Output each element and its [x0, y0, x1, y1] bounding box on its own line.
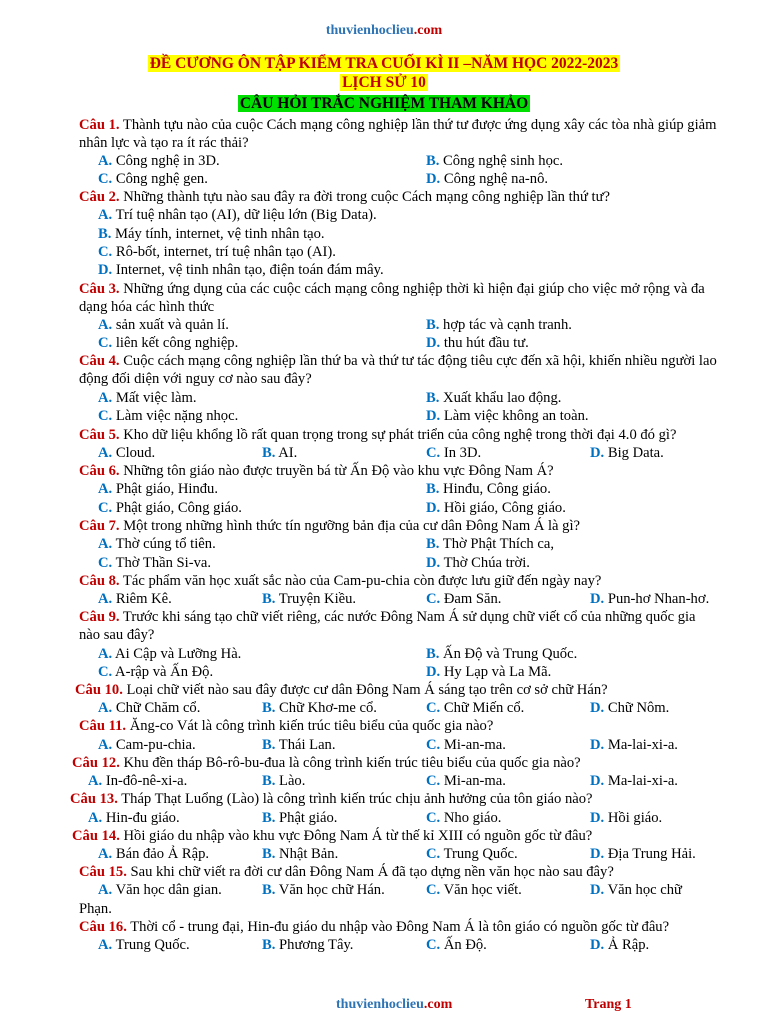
question-stem — [79, 608, 719, 645]
question-label: Câu 4. — [79, 353, 120, 369]
option-text: Trí tuệ nhân tạo (AI), dữ liệu lớn (Big Data). — [112, 207, 377, 223]
option-text: Hồi giáo, Công giáo. — [440, 500, 566, 516]
answer-option — [98, 243, 336, 261]
question-stem — [79, 116, 719, 153]
answer-option — [426, 480, 551, 498]
question-text: Sau khi chữ viết ra đời cư dân Đông Nam Á đã tạo dựng nền văn học nào sau đây? — [126, 864, 614, 880]
answer-option — [590, 936, 649, 954]
answer-option — [262, 809, 337, 827]
option-text: Trung Quốc. — [440, 846, 518, 862]
option-text: Hin-đu giáo. — [102, 810, 180, 826]
answer-option — [98, 554, 211, 572]
option-key: C. — [426, 937, 441, 953]
option-text: Văn học chữ — [604, 882, 682, 898]
question-text: Hồi giáo du nhập vào khu vực Đông Nam Á từ thế kỉ XIII có nguồn gốc từ đâu? — [119, 828, 593, 844]
option-text: Internet, vệ tinh nhân tạo, điện toán đám mây. — [112, 262, 384, 278]
option-key: B. — [262, 773, 276, 789]
option-key: B. — [262, 737, 276, 753]
question-stem — [79, 188, 719, 206]
option-key: B. — [262, 937, 276, 953]
answer-option — [98, 316, 229, 334]
option-key: A. — [98, 737, 113, 753]
option-key: A. — [88, 773, 103, 789]
question-text: Một trong những hình thức tín ngưỡng bản địa của cư dân Đông Nam Á là gì? — [119, 518, 581, 534]
question-label: Câu 6. — [79, 463, 120, 479]
option-key: C. — [426, 810, 441, 826]
answer-option — [426, 663, 551, 681]
answer-option — [98, 206, 377, 224]
answer-option — [88, 772, 187, 790]
answer-option — [98, 936, 190, 954]
question-stem — [79, 572, 719, 590]
option-key: A. — [98, 317, 113, 333]
answer-option — [262, 590, 356, 608]
option-text: hợp tác và cạnh tranh. — [439, 317, 572, 333]
option-key: A. — [98, 153, 113, 169]
option-key: C. — [426, 882, 441, 898]
option-key: B. — [262, 445, 276, 461]
option-text: In-đô-nê-xi-a. — [102, 773, 188, 789]
answer-option — [262, 699, 377, 717]
answer-option — [426, 736, 506, 754]
answer-option — [98, 407, 238, 425]
question-label: Câu 15. — [79, 864, 127, 880]
answer-option — [426, 881, 522, 899]
option-text: Địa Trung Hải. — [604, 846, 696, 862]
answer-option — [590, 772, 678, 790]
question-label: Câu 11. — [79, 718, 127, 734]
answer-option — [98, 645, 241, 663]
answer-option — [590, 736, 678, 754]
answer-option — [590, 809, 662, 827]
option-text: Lào. — [275, 773, 306, 789]
title-line-2: LỊCH SỬ 10 — [342, 74, 426, 91]
option-key: B. — [262, 591, 276, 607]
question-text: Loại chữ viết nào sau đây được cư dân Đông Nam Á sáng tạo trên cơ sở chữ Hán? — [122, 682, 608, 698]
answer-option — [98, 480, 218, 498]
question-text: Thành tựu nào của cuộc Cách mạng công nghiệp lần thứ tư được ứng dụng xây các tòa nhà giúp giảm nhân lực và tạo ra ít rác thải? — [79, 117, 717, 152]
option-key: A. — [98, 591, 113, 607]
question-label: Câu 1. — [79, 117, 120, 133]
option-key: D. — [590, 445, 605, 461]
question-label: Câu 2. — [79, 189, 120, 205]
title-line-1: ĐỀ CƯƠNG ÔN TẬP KIỂM TRA CUỐI KÌ II –NĂM HỌC 2022-2023 — [149, 55, 619, 72]
answer-option — [426, 554, 530, 572]
answer-option — [98, 334, 238, 352]
option-text: Làm việc không an toàn. — [440, 408, 589, 424]
answer-option — [426, 152, 563, 170]
question-stem — [72, 827, 712, 845]
option-key: C. — [98, 408, 113, 424]
question-stem — [70, 790, 710, 808]
option-text: Văn học viết. — [440, 882, 522, 898]
option-key: D. — [590, 591, 605, 607]
site-header — [0, 23, 768, 39]
answer-option — [590, 699, 669, 717]
option-text: Trung Quốc. — [112, 937, 190, 953]
answer-option — [426, 316, 572, 334]
option-key: A. — [98, 846, 113, 862]
option-key: B. — [426, 481, 440, 497]
option-key: C. — [98, 500, 113, 516]
answer-option — [426, 535, 554, 553]
option-text: Ma-lai-xi-a. — [604, 737, 678, 753]
option-key: C. — [426, 773, 441, 789]
question-stem — [79, 462, 719, 480]
question-stem — [79, 918, 719, 936]
option-key: B. — [262, 846, 276, 862]
site-name: thuvienhoclieu — [325, 23, 414, 38]
option-text: Phật giáo, Công giáo. — [112, 500, 242, 516]
doc-title — [0, 55, 768, 73]
answer-option — [426, 444, 481, 462]
option-key: A. — [98, 390, 113, 406]
question-label: Câu 5. — [79, 427, 120, 443]
option-text: Truyện Kiều. — [275, 591, 357, 607]
answer-option — [590, 444, 664, 462]
option-key: D. — [426, 335, 441, 351]
option-key: D. — [426, 664, 441, 680]
footer-site — [336, 997, 452, 1013]
option-text: Công nghệ in 3D. — [112, 153, 220, 169]
answer-option — [98, 225, 325, 243]
option-text: Hy Lạp và La Mã. — [440, 664, 552, 680]
option-text: thu hút đầu tư. — [440, 335, 529, 351]
answer-option — [590, 590, 709, 608]
option-key: C. — [426, 591, 441, 607]
option-text: Công nghệ na-nô. — [440, 171, 549, 187]
option-text: In 3D. — [440, 445, 482, 461]
option-key: A. — [98, 207, 113, 223]
answer-option — [98, 881, 222, 899]
option-text: Công nghệ sinh học. — [439, 153, 564, 169]
answer-option — [98, 736, 196, 754]
question-label: Câu 13. — [70, 791, 118, 807]
option-key: B. — [426, 390, 440, 406]
option-text: Nho giáo. — [440, 810, 502, 826]
question-label: Câu 16. — [79, 919, 127, 935]
option-key: B. — [262, 700, 276, 716]
question-label: Câu 9. — [79, 609, 120, 625]
page-number: Trang 1 — [585, 997, 632, 1012]
option-text: Xuất khẩu lao động. — [439, 390, 562, 406]
option-key: A. — [98, 700, 113, 716]
answer-option — [262, 736, 336, 754]
option-key: B. — [98, 226, 112, 242]
option-text: Nhật Bản. — [275, 846, 339, 862]
option-text: Thờ Thần Si-va. — [112, 555, 211, 571]
option-text: Hinđu, Công giáo. — [439, 481, 551, 497]
answer-option — [426, 809, 501, 827]
answer-option — [98, 444, 155, 462]
answer-option — [426, 407, 589, 425]
footer-site-name: thuvienhoclieu — [336, 997, 424, 1012]
option-text: Chữ Miến cổ. — [440, 700, 525, 716]
answer-option — [98, 152, 220, 170]
answer-option — [426, 170, 548, 188]
option-text: Làm việc nặng nhọc. — [112, 408, 239, 424]
option-text: Phật giáo. — [275, 810, 338, 826]
option-key: A. — [98, 882, 113, 898]
question-text: Những tôn giáo nào được truyền bá từ Ấn Độ vào khu vực Đông Nam Á? — [119, 463, 554, 479]
option-text: Thái Lan. — [275, 737, 336, 753]
option-text: Ả Rập. — [604, 937, 650, 953]
question-text: Khu đền tháp Bô-rô-bu-đua là công trình kiến trúc tiêu biểu của quốc gia nào? — [119, 755, 581, 771]
option-key: C. — [98, 171, 113, 187]
option-text: Văn học chữ Hán. — [275, 882, 385, 898]
answer-option — [426, 936, 487, 954]
question-stem — [79, 517, 719, 535]
option-text: Ma-lai-xi-a. — [604, 773, 678, 789]
option-text: Công nghệ gen. — [112, 171, 208, 187]
answer-option — [98, 499, 242, 517]
answer-option — [262, 772, 305, 790]
option-key: C. — [426, 700, 441, 716]
option-key: D. — [426, 555, 441, 571]
option-text: Big Data. — [604, 445, 664, 461]
title-line-3: CÂU HỎI TRẮC NGHIỆM THAM KHẢO — [239, 95, 529, 112]
question-stem — [79, 280, 719, 317]
site-domain: .com — [413, 23, 443, 38]
option-key: D. — [590, 846, 605, 862]
answer-option — [426, 845, 518, 863]
answer-option — [98, 845, 209, 863]
option-text: A-rập và Ấn Độ. — [112, 664, 214, 680]
answer-option — [262, 881, 385, 899]
question-label: Câu 12. — [72, 755, 120, 771]
option-key: B. — [426, 317, 440, 333]
option-text: Chữ Nôm. — [604, 700, 670, 716]
question-label: Câu 10. — [75, 682, 123, 698]
answer-option — [262, 845, 338, 863]
answer-option — [590, 845, 696, 863]
question-text: Kho dữ liệu khổng lồ rất quan trọng trong sự phát triển của công nghệ trong thời đại 4.0 đó gì? — [119, 427, 677, 443]
option-text: Chữ Chăm cổ. — [112, 700, 201, 716]
option-text-wrap: Phạn. — [79, 901, 112, 917]
option-text: Chữ Khơ-me cổ. — [275, 700, 377, 716]
option-key: D. — [590, 810, 605, 826]
option-text: Văn học dân gian. — [112, 882, 222, 898]
question-text: Tháp Thạt Luổng (Lào) là công trình kiến trúc chịu ảnh hưởng của tôn giáo nào? — [117, 791, 593, 807]
subject-title — [0, 74, 768, 92]
option-key: D. — [426, 171, 441, 187]
option-text: Thờ cúng tổ tiên. — [112, 536, 216, 552]
option-key: B. — [426, 646, 440, 662]
answer-option — [426, 389, 561, 407]
question-stem — [75, 681, 715, 699]
option-key: D. — [426, 408, 441, 424]
question-stem — [79, 426, 719, 444]
option-key: A. — [98, 536, 113, 552]
question-text: Những ứng dụng của các cuộc cách mạng công nghiệp thời kì hiện đại giúp cho việc mở rộng và đa dạng hóa các hình thức — [79, 281, 705, 316]
option-text: Máy tính, internet, vệ tinh nhân tạo. — [111, 226, 325, 242]
option-text: Phật giáo, Hinđu. — [112, 481, 219, 497]
option-text: AI. — [275, 445, 298, 461]
option-key: A. — [98, 937, 113, 953]
option-key: A. — [88, 810, 103, 826]
question-label: Câu 8. — [79, 573, 120, 589]
answer-option — [426, 645, 577, 663]
option-text: Rô-bốt, internet, trí tuệ nhân tạo (AI). — [112, 244, 336, 260]
answer-option — [262, 936, 353, 954]
option-key: C. — [98, 244, 113, 260]
option-text: Riêm Kê. — [112, 591, 172, 607]
option-key: B. — [426, 536, 440, 552]
option-key: D. — [98, 262, 113, 278]
option-key: C. — [98, 664, 113, 680]
option-key: D. — [590, 882, 605, 898]
option-key: D. — [590, 700, 605, 716]
option-text: Cloud. — [112, 445, 156, 461]
option-text: Cam-pu-chia. — [112, 737, 196, 753]
answer-option — [426, 499, 566, 517]
option-key: B. — [262, 810, 276, 826]
answer-option — [426, 334, 529, 352]
answer-option — [98, 170, 208, 188]
question-stem — [79, 717, 719, 735]
question-label: Câu 14. — [72, 828, 120, 844]
option-text: Pun-hơ Nhan-hơ. — [604, 591, 710, 607]
answer-option — [98, 389, 197, 407]
question-text: Những thành tựu nào sau đây ra đời trong cuộc Cách mạng công nghiệp lần thứ tư? — [119, 189, 610, 205]
question-stem — [79, 352, 719, 389]
option-text: Đam Săn. — [440, 591, 502, 607]
option-text: Ấn Độ và Trung Quốc. — [439, 646, 578, 662]
answer-option — [98, 535, 216, 553]
question-label: Câu 3. — [79, 281, 120, 297]
option-key: D. — [426, 500, 441, 516]
option-key: C. — [426, 737, 441, 753]
option-key: A. — [98, 646, 113, 662]
option-text: Mi-an-ma. — [440, 737, 506, 753]
answer-option — [98, 663, 213, 681]
option-key: D. — [590, 737, 605, 753]
question-label: Câu 7. — [79, 518, 120, 534]
option-key: B. — [426, 153, 440, 169]
question-text: Thời cổ - trung đại, Hin-đu giáo du nhập vào Đông Nam Á là tôn giáo có nguồn gốc từ đâu? — [126, 919, 670, 935]
option-text: Thờ Chúa trời. — [440, 555, 530, 571]
option-text: Hồi giáo. — [604, 810, 663, 826]
option-key: A. — [98, 445, 113, 461]
answer-option — [88, 809, 180, 827]
option-text: liên kết công nghiệp. — [112, 335, 239, 351]
option-text: Thờ Phật Thích ca, — [439, 536, 554, 552]
option-text: sản xuất và quản lí. — [112, 317, 229, 333]
option-key: C. — [426, 445, 441, 461]
answer-option — [98, 261, 384, 279]
option-text: Mi-an-ma. — [440, 773, 506, 789]
answer-option — [426, 772, 506, 790]
option-key: C. — [98, 555, 113, 571]
question-text: Trước khi sáng tạo chữ viết riêng, các nước Đông Nam Á sử dụng chữ viết cổ của những quốc gia nào sau đây? — [79, 609, 696, 644]
answer-option — [98, 699, 200, 717]
option-text: Phương Tây. — [275, 937, 354, 953]
option-text: Ai Cập và Lưỡng Hà. — [112, 646, 242, 662]
option-key: D. — [590, 773, 605, 789]
answer-option — [98, 590, 172, 608]
option-key: B. — [262, 882, 276, 898]
option-text: Bán đảo Ả Rập. — [112, 846, 210, 862]
option-text: Mất việc làm. — [112, 390, 197, 406]
answer-option — [426, 699, 524, 717]
question-stem — [79, 863, 719, 881]
option-key: D. — [590, 937, 605, 953]
option-key: A. — [98, 481, 113, 497]
option-text: Ấn Độ. — [440, 937, 487, 953]
question-text: Ăng-co Vát là công trình kiến trúc tiêu biểu của quốc gia nào? — [126, 718, 494, 734]
question-text: Tác phẩm văn học xuất sắc nào của Cam-pu-chia còn được lưu giữ đến ngày nay? — [119, 573, 602, 589]
option-key: C. — [98, 335, 113, 351]
option-key: C. — [426, 846, 441, 862]
answer-option — [426, 590, 501, 608]
question-text: Cuộc cách mạng công nghiệp lần thứ ba và thứ tư tác động tiêu cực đến xã hội, khiến nhiều người lao động đối diện với nguy cơ nào sau đây? — [79, 353, 717, 388]
answer-option — [262, 444, 297, 462]
answer-option — [590, 881, 682, 899]
question-stem — [72, 754, 712, 772]
footer-site-domain: .com — [423, 997, 453, 1012]
section-title — [0, 95, 768, 113]
